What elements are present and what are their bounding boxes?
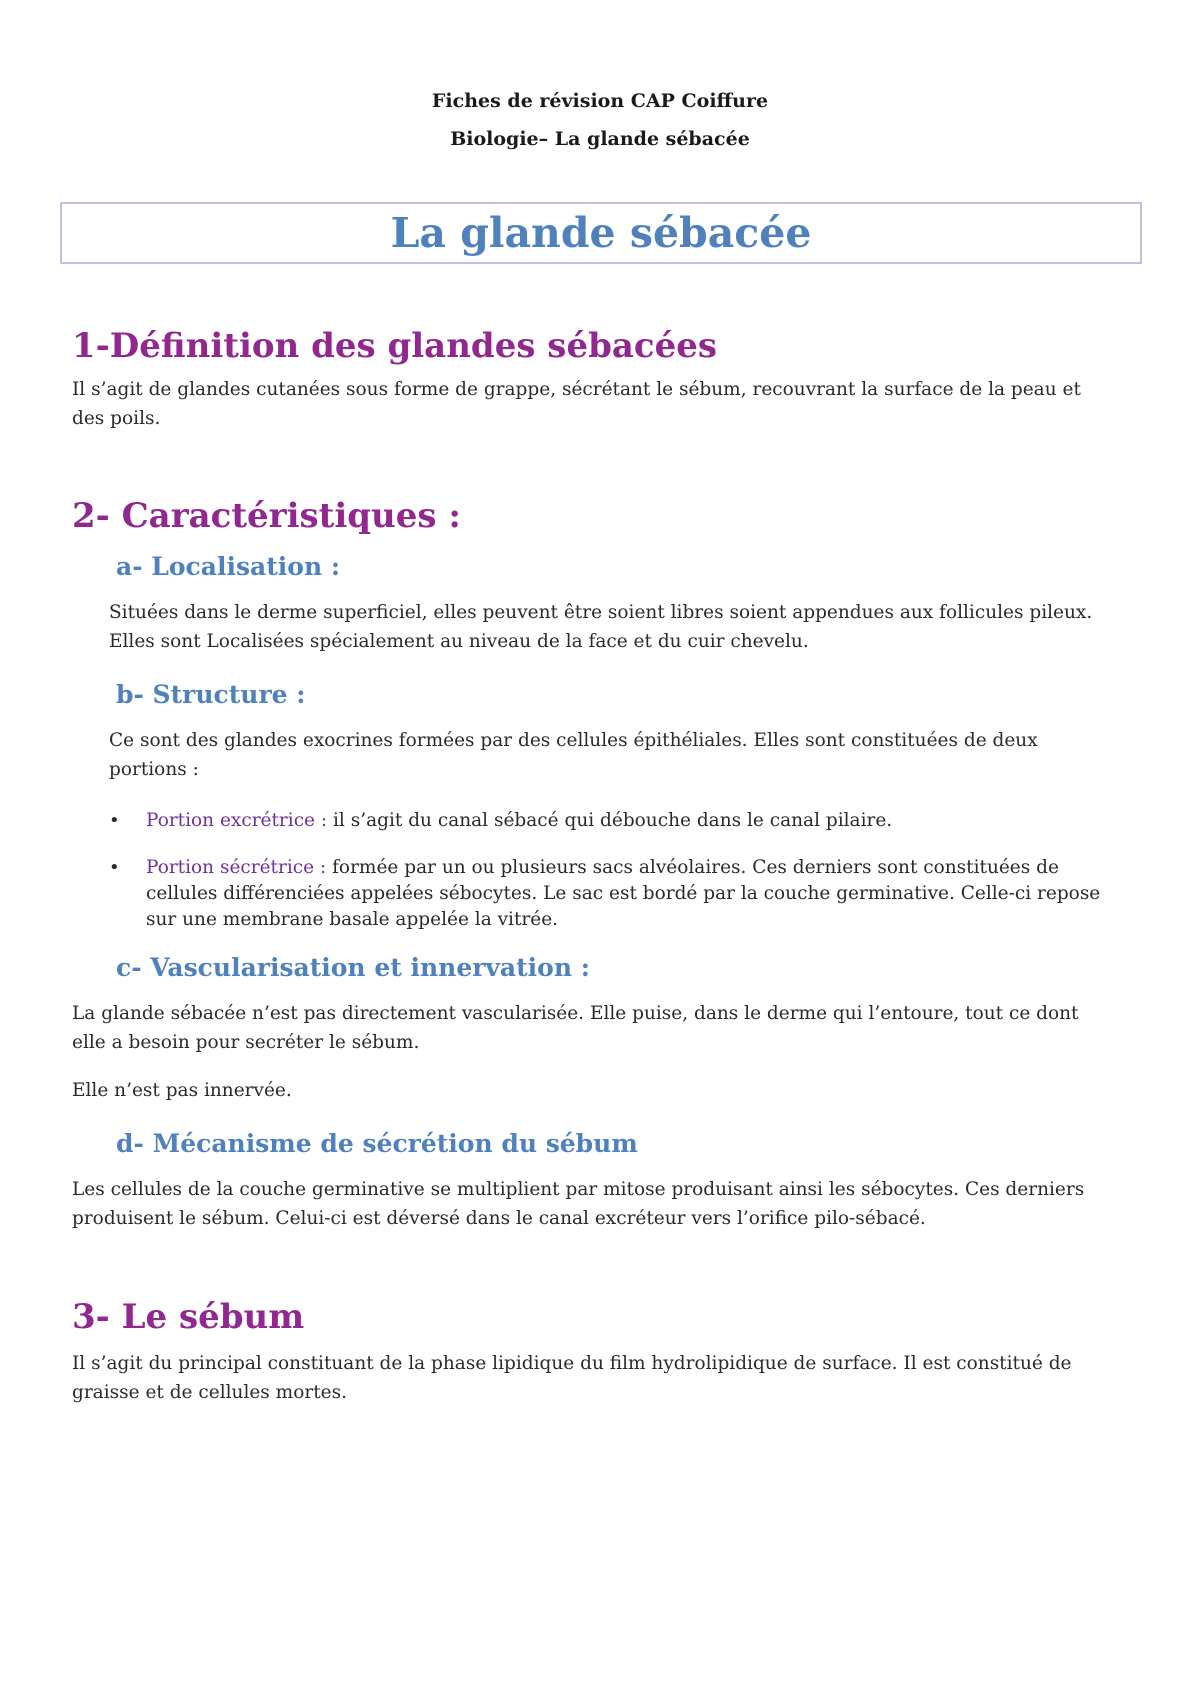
subsection-c-text [72, 999, 1132, 1057]
bullet-text: sur une membrane basale appelée la vitrée. [146, 909, 559, 930]
section-3-line: graisse et de cellules mortes. [72, 1382, 347, 1403]
section-1-heading: 1-Définition des glandes sébacées [72, 326, 717, 366]
subsection-d-line: produisent le sébum. Celui-ci est déversé dans le canal excréteur vers l’orifice pilo-sébacé. [72, 1208, 926, 1229]
subsection-b-heading: b- Structure : [116, 680, 306, 709]
subsection-c-heading: c- Vascularisation et innervation : [116, 953, 590, 982]
subsection-a-line: Situées dans le derme superficiel, elles peuvent être soient libres soient appendues aux follicules pileux. [109, 602, 1093, 623]
section-2-heading: 2- Caractéristiques : [72, 496, 461, 536]
subsection-d-line: Les cellules de la couche germinative se multiplient par mitose produisant ainsi les sébocytes. Ces derniers [72, 1179, 1085, 1200]
section-1-line: des poils. [72, 408, 161, 429]
section-3-text [72, 1349, 1132, 1407]
bullet-dot-icon: • [109, 857, 120, 878]
subsection-a-heading: a- Localisation : [116, 552, 341, 581]
subsection-c-line: La glande sébacée n’est pas directement vascularisée. Elle puise, dans le derme qui l’entoure, tout ce dont [72, 1003, 1079, 1024]
section-1-text [72, 375, 1132, 433]
section-1-line: Il s’agit de glandes cutanées sous forme de grappe, sécrétant le sébum, recouvrant la surface de la peau et [72, 379, 1081, 400]
subsection-c-line: elle a besoin pour secréter le sébum. [72, 1032, 420, 1053]
subsection-a-text [109, 598, 1144, 656]
bullet-label: Portion excrétrice : [146, 810, 328, 831]
subsection-c-note: Elle n’est pas innervée. [72, 1080, 292, 1101]
page-title: La glande sébacée [390, 209, 812, 257]
subsection-b-line: Ce sont des glandes exocrines formées par des cellules épithéliales. Elles sont constituées de deux [109, 730, 1038, 751]
subsection-d-text [72, 1175, 1132, 1233]
header-line-1: Fiches de révision CAP Coiffure [431, 90, 769, 112]
bullet-text: formée par un ou plusieurs sacs alvéolaires. Ces derniers sont constituées de [332, 857, 1059, 878]
bullet-dot-icon: • [109, 810, 120, 831]
subsection-b-line: portions : [109, 759, 199, 780]
subsection-a-line: Elles sont Localisées spécialement au niveau de la face et du cuir chevelu. [109, 631, 809, 652]
bullet-label: Portion sécrétrice : [146, 857, 327, 878]
header-line-2: Biologie– La glande sébacée [450, 128, 750, 150]
section-3-line: Il s’agit du principal constituant de la phase lipidique du film hydrolipidique de surface. Il est constitué de [72, 1353, 1072, 1374]
subsection-d-heading: d- Mécanisme de sécrétion du sébum [116, 1129, 638, 1158]
bullet-text: cellules différenciées appelées sébocytes. Le sac est bordé par la couche germinative. Celle-ci repose [146, 883, 1101, 904]
bullet-text: il s’agit du canal sébacé qui débouche dans le canal pilaire. [333, 810, 893, 831]
section-3-heading: 3- Le sébum [72, 1297, 305, 1337]
title-box [60, 202, 1142, 264]
subsection-b-text [109, 726, 1144, 784]
